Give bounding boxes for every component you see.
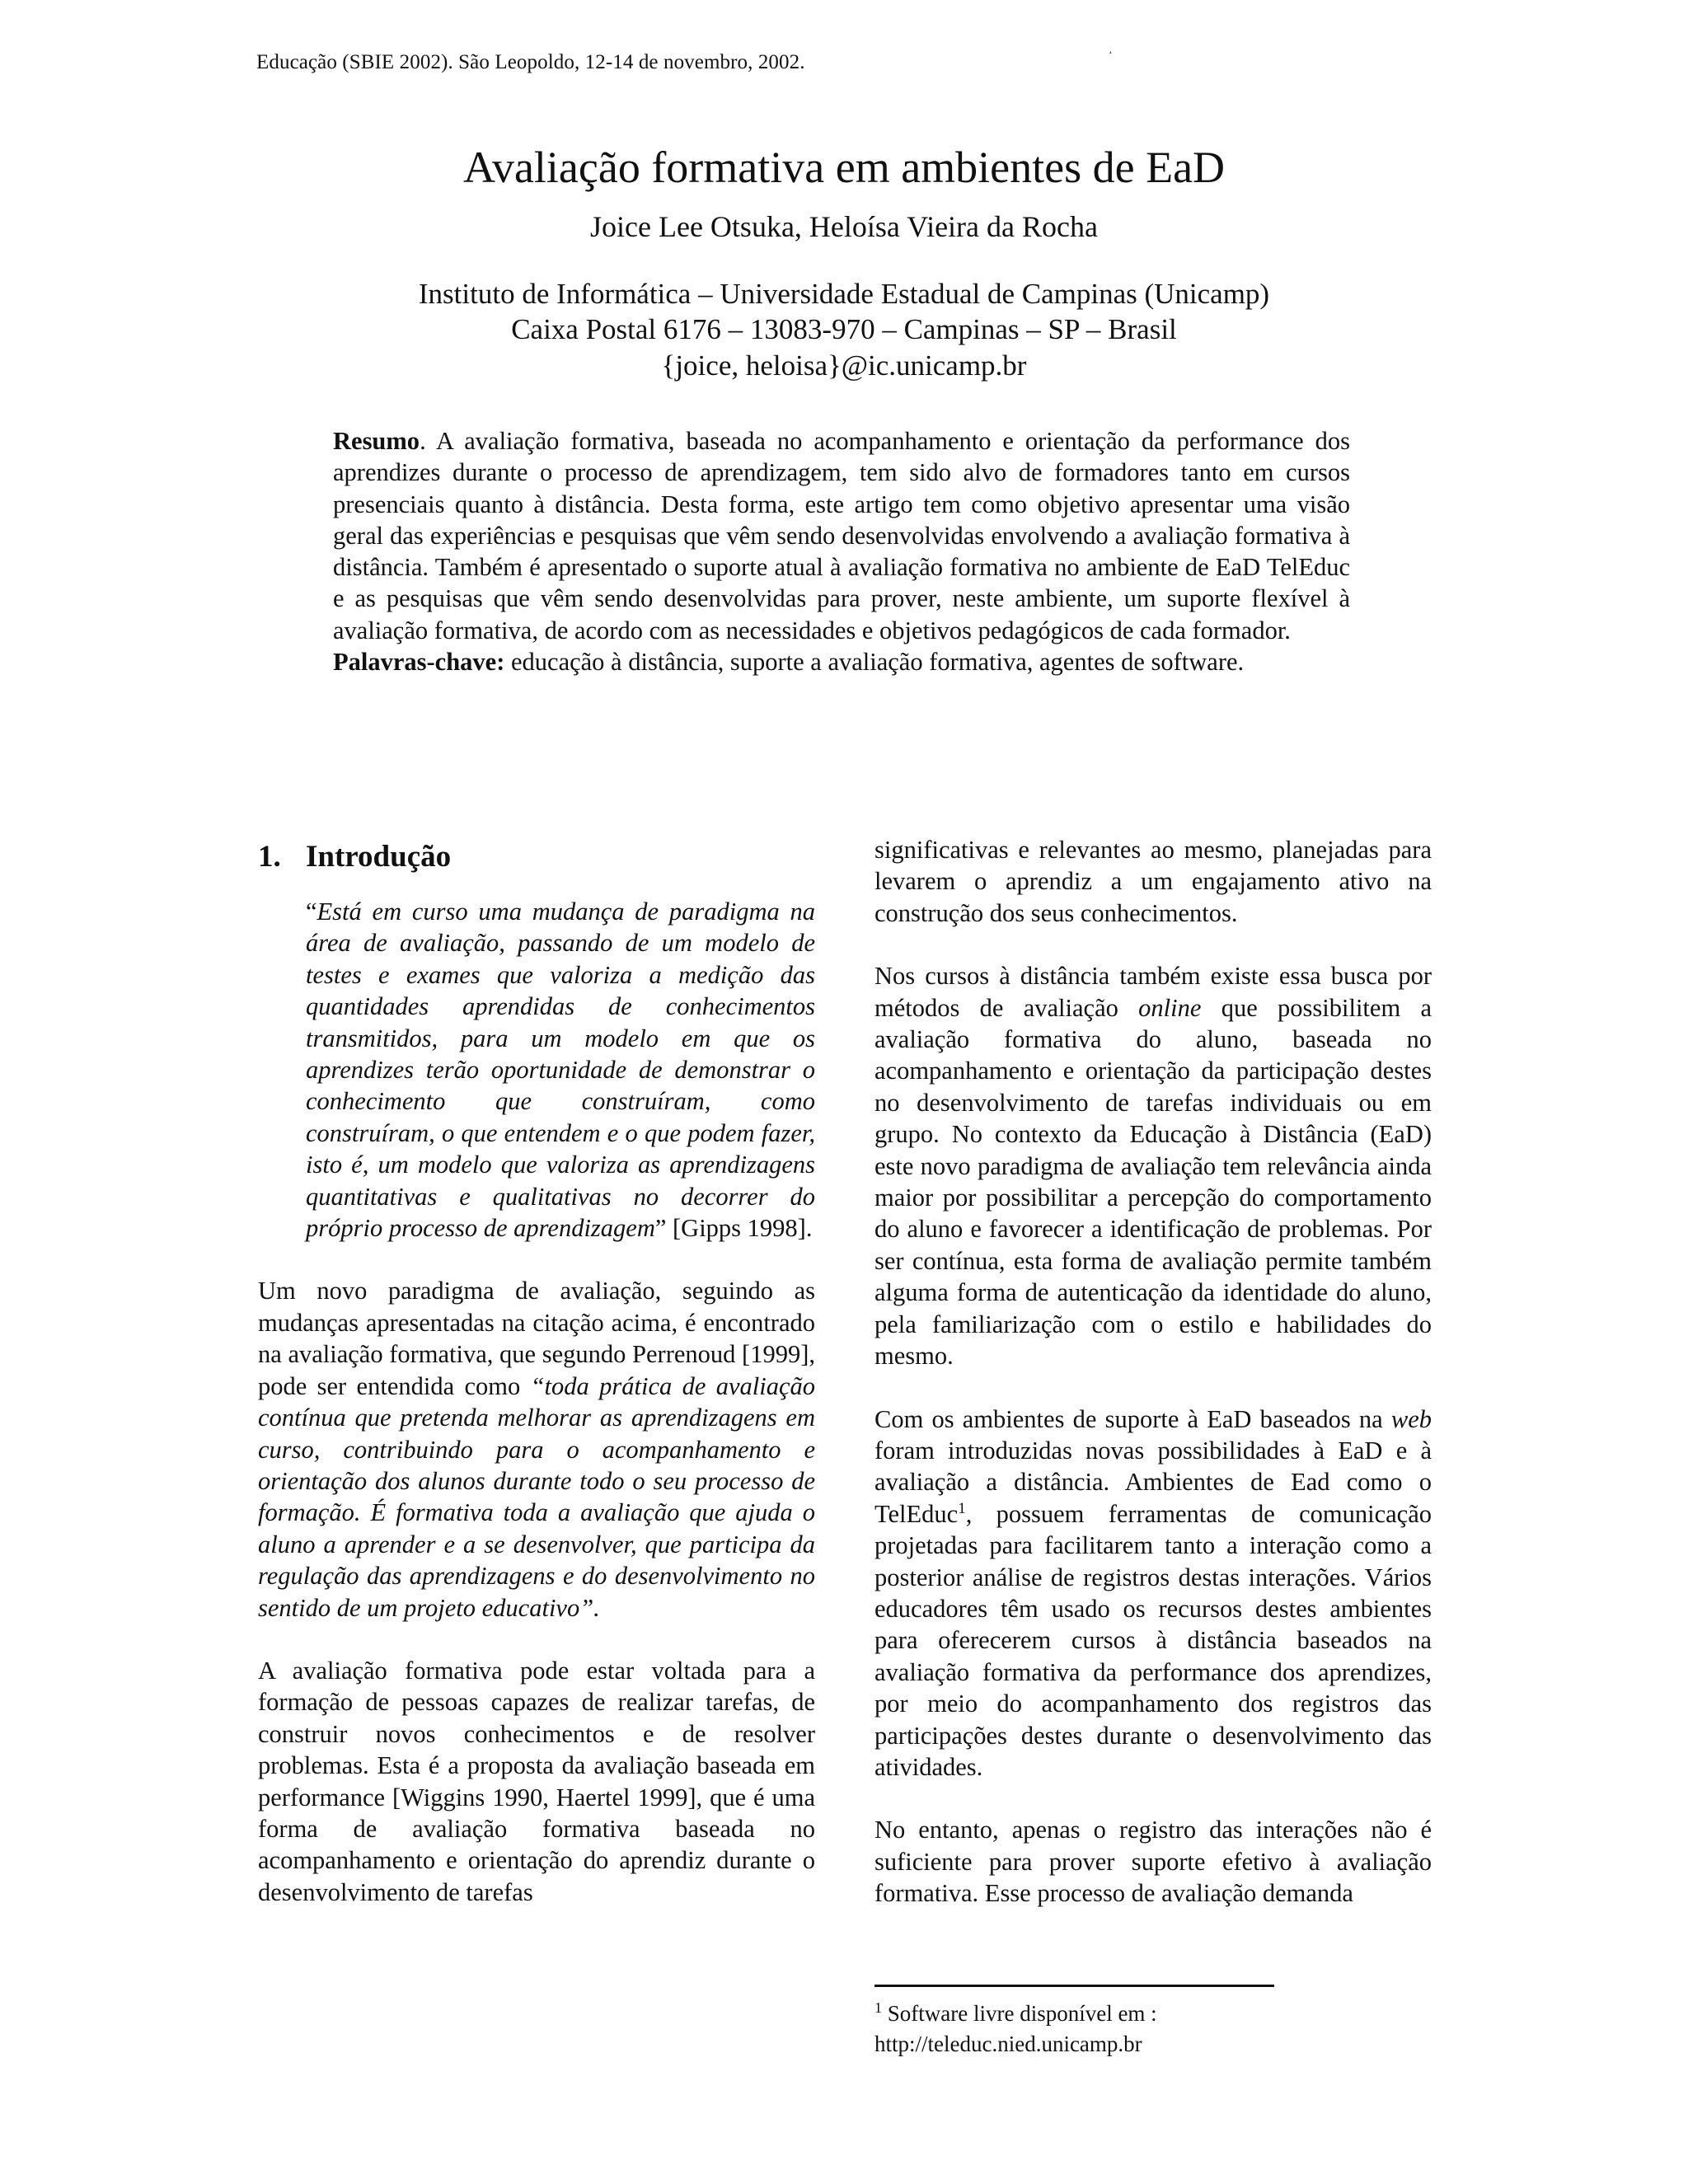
section-heading: [258, 839, 815, 875]
p2b-text: que possibilitem a avaliação formativa do aluno, baseada no acompanhamento e orientação da participação destes no desenvolvimento de tarefas individuais ou em grupo. No contexto da Educação à Distância (EaD) este novo paradigma de avaliação tem relevância ainda maior por possibilitar a percepção do comportamento do aluno e favorecer a identificação de problemas. Por ser contínua, esta forma de avaliação permite também alguma forma de autenticação da identidade do aluno, pela familiarização com o estilo e habilidades do mesmo.: [874, 993, 1432, 1371]
intro-paragraph-2: [258, 1275, 815, 1623]
footnote-text: Software livre disponível em :: [882, 2001, 1157, 2026]
p3a-text: Com os ambientes de suporte à EaD baseados na: [874, 1404, 1391, 1433]
footnote-number: 1: [874, 1999, 882, 2016]
right-paragraph-4: No entanto, apenas o registro das interações não é suficiente para prover suporte efetivo à avaliação formativa. Esse processo de avaliação demanda: [874, 1816, 1432, 1908]
abstract-body: [333, 425, 1350, 646]
section-number: 1.: [258, 840, 281, 874]
paper-title: Avaliação formativa em ambientes de EaD: [462, 143, 1226, 192]
p3c-text: , possuem ferramentas de comunicação projetadas para facilitarem tanto a interação como a posterior análise de registros destas interações. Vários educadores têm usado os recursos destes ambientes para oferecerem cursos à distância baseados na avaliação formativa da performance dos aprendizes, por meio do acompanhamento dos registros das participações destes durante o desenvolvimento das atividades.: [874, 1499, 1432, 1781]
p2-italic-quote: “toda prática de avaliação contínua que pretenda melhorar as aprendizagens em curso, contribuindo para o acompanhamento e orientação dos alunos durante todo o seu processo de formação. É formativa toda a avaliação que ajuda o aluno a aprender e a se desenvolver, que participa da regulação das aprendizagens e do desenvolvimento no sentido de um projeto educativo”.: [258, 1371, 816, 1622]
right-paragraph-1: significativas e relevantes ao mesmo, planejadas para levarem o aprendiz a um engajamento ativo na construção dos seus conhecimentos.: [874, 836, 1432, 927]
p3b-text: foram introduzidas novas possibilidades à EaD e à avaliação a distância. Ambientes de Ead como o TelEduc: [874, 1436, 1432, 1528]
paper-authors: Joice Lee Otsuka, Heloísa Vieira da Rocha: [590, 210, 1098, 243]
abstract-text: . A avaliação formativa, baseada no acompanhamento e orientação da performance dos aprendizes durante o processo de aprendizagem, tem sido alvo de formadores tanto em cursos presenciais quanto à distância. Desta forma, este artigo tem como objetivo apresentar uma visão geral das experiências e pesquisas que vêm sendo desenvolvidas envolvendo a avaliação formativa à distância. Também é apresentado o suporte atual à avaliação formativa no ambiente de EaD TelEduc e as pesquisas que vêm sendo desenvolvidas para prover, neste ambiente, um suporte flexível à avaliação formativa, de acordo com as necessidades e objetivos pedagógicos de cada formador.: [333, 427, 1350, 644]
keywords-label: Palavras-chave:: [333, 648, 505, 677]
quote-open-mark: “: [306, 898, 317, 926]
quote-citation: ” [Gipps 1998].: [654, 1214, 813, 1243]
header-mark: ˔: [1109, 45, 1113, 58]
web-italic: web: [1390, 1404, 1432, 1433]
right-paragraph-3: [874, 1404, 1432, 1783]
left-column: [258, 839, 815, 1908]
footnote-divider: [874, 1985, 1274, 1987]
right-column: [874, 834, 1432, 1910]
intro-quote: [306, 896, 815, 1244]
footnote-url: http://teleduc.nied.unicamp.br: [874, 2032, 1142, 2056]
section-title: Introdução: [306, 840, 452, 874]
keywords-text: educação à distância, suporte a avaliação formativa, agentes de software.: [504, 648, 1245, 677]
footnote-line-1: [874, 1999, 1157, 2029]
intro-paragraph-3: A avaliação formativa pode estar voltada para a formação de pessoas capazes de realizar tarefas, de construir novos conhecimentos e de resolver problemas. Esta é a proposta da avaliação baseada em performance [Wiggins 1990, Haertel 1999], que é uma forma de avaliação formativa baseada no acompanhamento e orientação do aprendiz durante o desenvolvimento de tarefas: [258, 1656, 815, 1906]
quote-text: Está em curso uma mudança de paradigma na área de avaliação, passando de um modelo de testes e exames que valoriza a medição das quantidades aprendidas de conhecimentos transmitidos, para um modelo em que os aprendizes terão oportunidade de demonstrar o conhecimento que construíram, como construíram, o que entendem e o que podem fazer, isto é, um modelo que valoriza as aprendizagens quantitativas e qualitativas no decorrer do próprio processo de aprendizagem: [306, 898, 815, 1243]
affiliation-line-1: Instituto de Informática – Universidade Estadual de Campinas (Unicamp): [418, 278, 1270, 310]
right-paragraph-2: [874, 960, 1432, 1371]
footnote: [874, 1999, 1157, 2060]
keywords: [333, 646, 1350, 677]
online-italic: online: [1138, 993, 1202, 1022]
p2-text: Um novo paradigma de avaliação, seguindo as mudanças apresentadas na citação acima, é encontrado na avaliação formativa, que segundo Perrenoud [1999], pode ser entendida como: [258, 1277, 815, 1400]
footnote-ref: 1: [958, 1499, 966, 1517]
affiliation-line-2: Caixa Postal 6176 – 13083-970 – Campinas – SP – Brasil: [511, 313, 1177, 345]
p2a-text: Nos cursos à distância também existe essa busca por métodos de avaliação: [874, 962, 1432, 1022]
abstract-label: Resumo: [333, 427, 420, 455]
running-header: Educação (SBIE 2002). São Leopoldo, 12-14 de novembro, 2002.: [256, 51, 805, 73]
affiliation-emails: {joice, heloisa}@ic.unicamp.br: [661, 349, 1027, 382]
abstract: [333, 425, 1350, 677]
